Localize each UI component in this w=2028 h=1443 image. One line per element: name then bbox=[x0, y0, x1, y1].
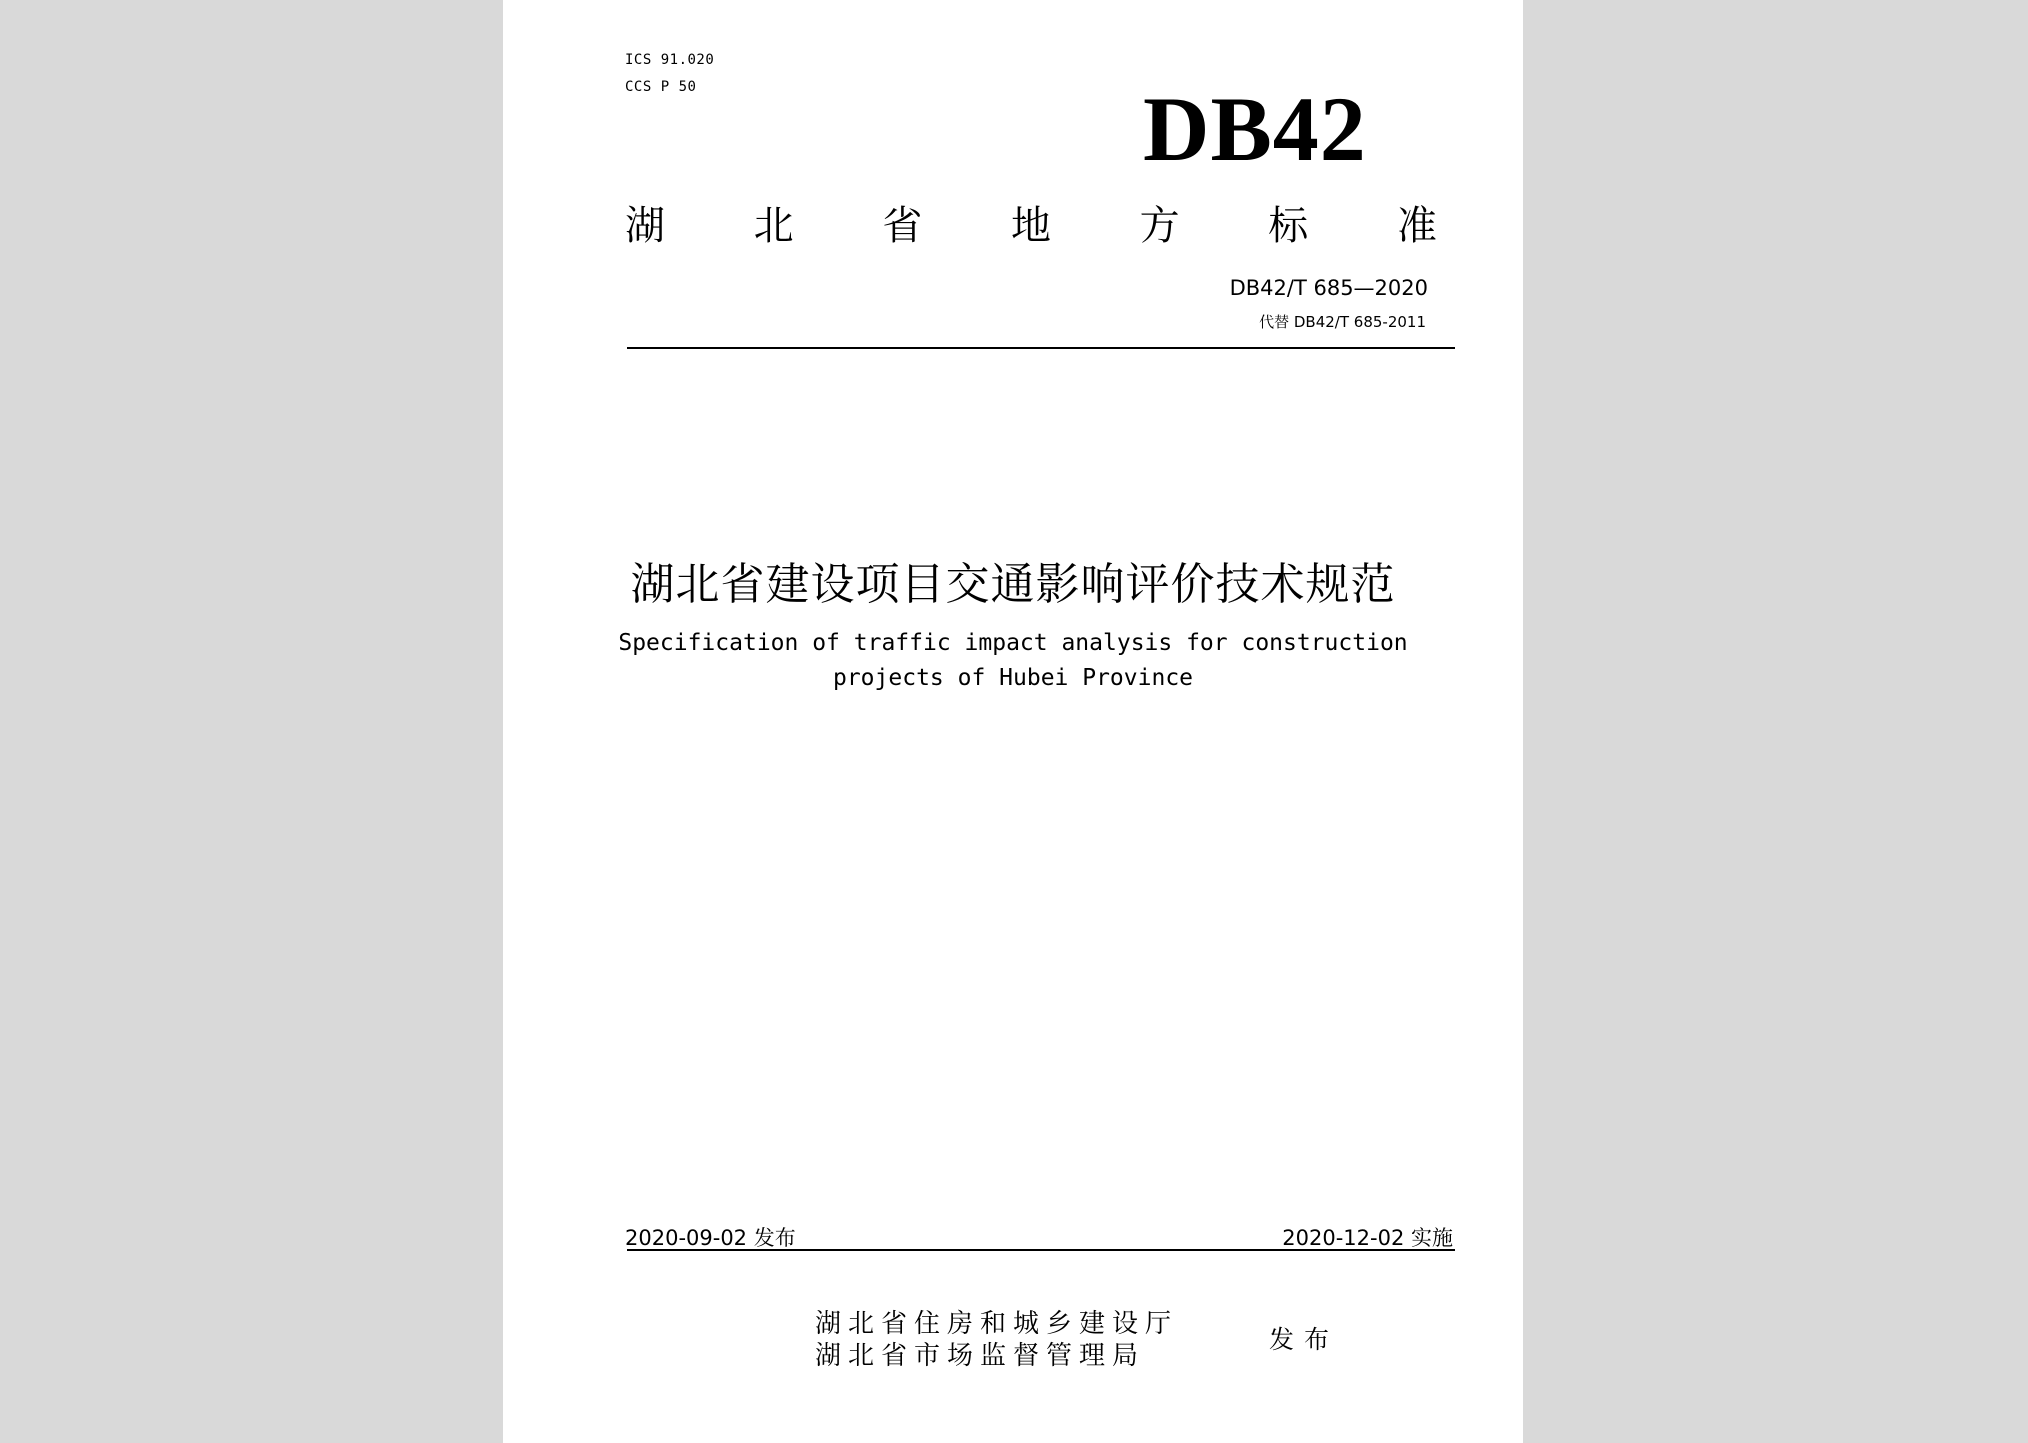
document-title-zh: 湖北省建设项目交通影响评价技术规范 bbox=[630, 559, 1396, 610]
standard-type-char: 地 bbox=[1010, 202, 1051, 249]
standard-type-char: 湖 bbox=[625, 202, 665, 249]
issuer-housing-dept: 湖北省住房和城乡建设厅 bbox=[815, 1309, 1179, 1339]
publish-date: 2020-09-02 发布 bbox=[625, 1226, 796, 1250]
standard-type-char: 省 bbox=[882, 202, 923, 249]
ccs-code: CCS P 50 bbox=[625, 79, 697, 95]
db42-logo: DB42 bbox=[1143, 78, 1367, 180]
header-divider bbox=[627, 347, 1455, 349]
ics-code: ICS 91.020 bbox=[625, 52, 715, 68]
document-title-en-line1: Specification of traffic impact analysis for construction bbox=[618, 630, 1408, 656]
standard-type-char: 标 bbox=[1268, 202, 1309, 249]
document-page bbox=[503, 0, 1523, 1443]
standard-number: DB42/T 685—2020 bbox=[1229, 276, 1428, 300]
issuer-market-bureau: 湖北省市场监督管理局 bbox=[815, 1341, 1146, 1371]
replaces-standard: 代替 DB42/T 685-2011 bbox=[1259, 313, 1426, 331]
issued-label: 发布 bbox=[1269, 1325, 1340, 1354]
implement-date: 2020-12-02 实施 bbox=[1282, 1226, 1453, 1250]
standard-type-char: 方 bbox=[1139, 202, 1180, 249]
document-title-en-line2: projects of Hubei Province bbox=[832, 665, 1194, 691]
standard-type-title bbox=[625, 196, 1437, 248]
standard-type-char: 准 bbox=[1396, 202, 1437, 249]
footer-divider bbox=[627, 1249, 1455, 1251]
standard-type-char: 北 bbox=[753, 202, 794, 249]
